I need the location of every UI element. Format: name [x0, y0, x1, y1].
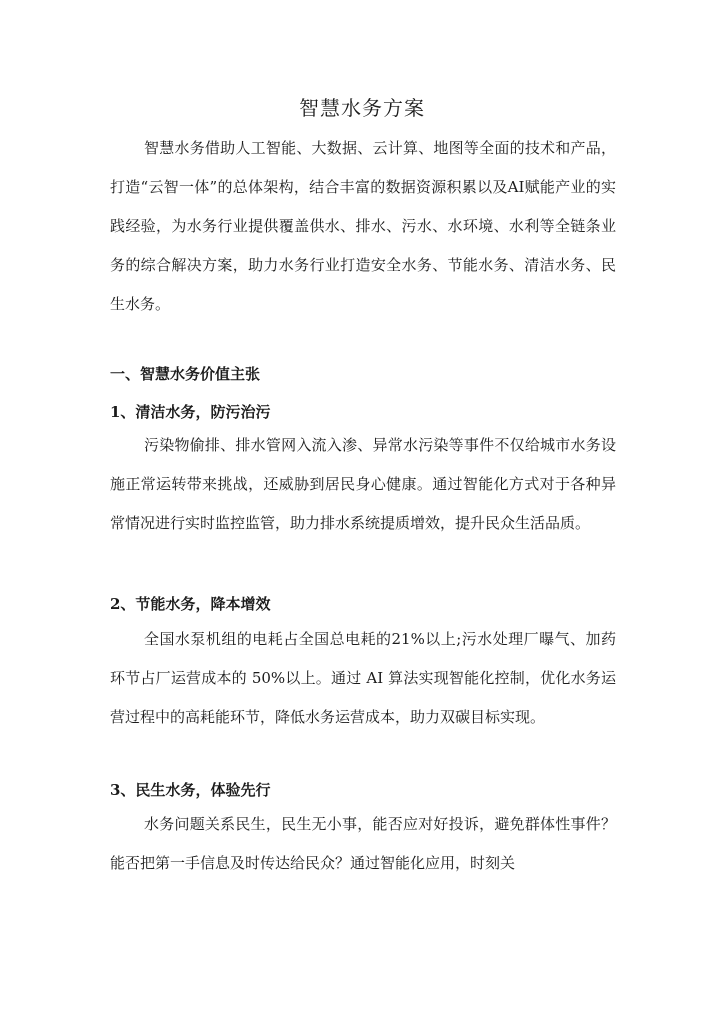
intro-paragraph: 智慧水务借助人工智能、大数据、云计算、地图等全面的技术和产品，打造“云智一体”的总体架构，结合丰富的数据资源积累以及AI赋能产业的实践经验，为水务行业提供覆盖供水、排水、污水、水环境、水利等全链条业务的综合解决方案，助力水务行业打造安全水务、节能水务、清洁水务、民生水务。: [110, 139, 616, 313]
paragraph-public-service: 水务问题关系民生，民生无小事，能否应对好投诉，避免群体性事件？能否把第一手信息及时传达给民众？通过智能化应用，时刻关: [110, 815, 616, 872]
document-title: 智慧水务方案: [299, 96, 425, 120]
paragraph-energy-saving: 全国水泵机组的电耗占全国总电耗的21%以上;污水处理厂曝气、加药环节占厂运营成本的 50%以上。通过 AI 算法实现智能化控制，优化水务运营过程中的高耗能环节，降低水务运营成本，助力双碳目标实现。: [110, 630, 616, 726]
paragraph-clean-water: 污染物偷排、排水管网入流入渗、异常水污染等事件不仅给城市水务设施正常运转带来挑战，还威胁到居民身心健康。通过智能化方式对于各种异常情况进行实时监控监管，助力排水系统提质增效，提升民众生活品质。: [110, 436, 616, 532]
section-heading-value-proposition: 一、智慧水务价值主张: [110, 365, 261, 383]
subheading-public-service: 3、民生水务，体验先行: [110, 781, 271, 799]
subheading-clean-water: 1、清洁水务，防污治污: [110, 403, 271, 421]
subheading-energy-saving: 2、节能水务，降本增效: [110, 595, 271, 613]
